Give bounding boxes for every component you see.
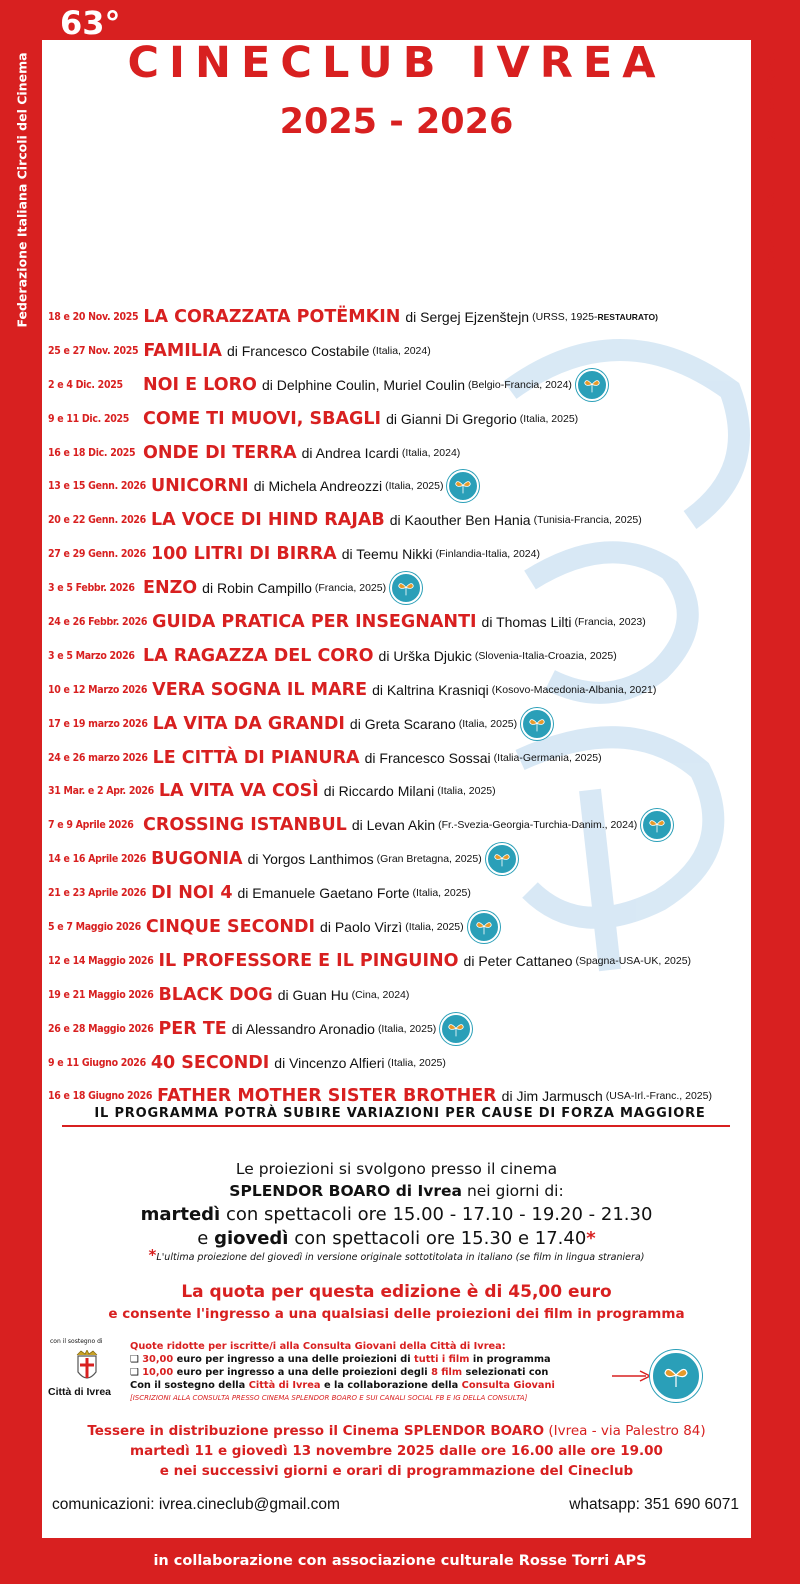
day-tuesday: martedì <box>140 1204 221 1225</box>
film-title: VERA SOGNA IL MARE <box>152 679 368 700</box>
film-row <box>48 842 748 876</box>
film-date: 2 e 4 Dic. 2025 <box>48 378 123 391</box>
film-row <box>48 571 748 605</box>
film-director: di Emanuele Gaetano Forte <box>237 885 410 902</box>
consulta-giovani-badge-icon <box>486 843 518 875</box>
reduced-item-2: ❑ 10,00 euro per ingresso a una delle proiezioni degli 8 film selezionati con <box>130 1367 549 1378</box>
film-title: PER TE <box>158 1018 227 1039</box>
reduced-small-note: [ISCRIZIONI ALLA CONSULTA PRESSO CINEMA SPLENDOR BOARO E SUI CANALI SOCIAL FB E IG DELLA CONSULTA] <box>130 1394 528 1402</box>
film-row <box>48 368 748 402</box>
film-title: LE CITTÀ DI PIANURA <box>152 747 360 768</box>
tessere-line-3: e nei successivi giorni e orari di programmazione del Cineclub <box>159 1463 634 1479</box>
film-meta: (Italia, 2025) <box>385 480 444 493</box>
consulta-giovani-badge-icon <box>521 708 553 740</box>
film-meta: (USA-Irl.-Franc., 2025) <box>605 1090 712 1103</box>
film-meta: (Kosovo-Macedonia-Albania, 2021) <box>491 683 657 696</box>
film-title: FATHER MOTHER SISTER BROTHER <box>157 1086 497 1107</box>
film-director: di Michela Andreozzi <box>253 478 383 495</box>
film-date: 16 e 18 Dic. 2025 <box>48 446 136 459</box>
film-meta: (Tunisia-Francia, 2025) <box>533 514 642 527</box>
film-meta: (Italia, 2024) <box>401 446 461 459</box>
info-line-4: e giovedì con spettacoli ore 15.30 e 17.40* <box>197 1228 596 1249</box>
film-meta: (Slovenia-Italia-Croazia, 2025) <box>474 649 617 662</box>
film-title: NOI E LORO <box>143 374 257 395</box>
film-date: 27 e 29 Genn. 2026 <box>48 548 146 561</box>
film-row <box>48 978 748 1012</box>
film-date: 3 e 5 Febbr. 2026 <box>48 582 135 595</box>
film-meta: (Italia, 2024) <box>372 344 431 357</box>
film-date: 9 e 11 Giugno 2026 <box>48 1056 146 1069</box>
film-meta: (Belgio-Francia, 2024) <box>468 378 572 391</box>
info-line-3: martedì con spettacoli ore 15.00 - 17.10 - 19.20 - 21.30 <box>140 1204 653 1225</box>
screening-info <box>42 1158 751 1250</box>
film-row <box>48 1046 748 1080</box>
info-line-2: SPLENDOR BOARO di Ivrea nei giorni di: <box>229 1182 564 1200</box>
film-row <box>48 808 748 842</box>
film-director: di Thomas Lilti <box>481 613 572 630</box>
federation-label: Federazione Italiana Circoli del Cinema <box>14 52 30 328</box>
film-date: 24 e 26 Febbr. 2026 <box>48 615 148 628</box>
film-title: IL PROFESSORE E IL PINGUINO <box>158 950 459 971</box>
film-meta: (Italia, 2025) <box>377 1022 437 1035</box>
consulta-giovani-badge-icon <box>576 369 608 401</box>
film-title: 40 SECONDI <box>150 1052 270 1073</box>
original-language-note: *L'ultima proiezione del giovedì in versione originale sottotitolata in italiano (se film in lingua straniera) <box>148 1246 645 1264</box>
film-date: 10 e 12 Marzo 2026 <box>48 683 148 696</box>
reduced-support: Con il sostegno della Città di Ivrea e la collaborazione della Consulta Giovani <box>130 1380 555 1391</box>
film-director: di Kaouther Ben Hania <box>389 512 531 529</box>
film-date: 14 e 16 Aprile 2026 <box>48 853 147 866</box>
film-director: di Peter Cattaneo <box>463 952 573 969</box>
program-notice: IL PROGRAMMA POTRÀ SUBIRE VARIAZIONI PER CAUSE DI FORZA MAGGIORE <box>94 1106 706 1121</box>
city-name: Città di Ivrea <box>48 1386 112 1398</box>
film-title: ENZO <box>143 578 198 599</box>
film-row <box>48 503 748 537</box>
film-date: 26 e 28 Maggio 2026 <box>48 1022 154 1035</box>
info-line-1: Le proiezioni si svolgono presso il cinema <box>235 1160 558 1178</box>
film-date: 20 e 22 Genn. 2026 <box>48 514 146 527</box>
film-title: BUGONIA <box>151 849 243 870</box>
film-date: 18 e 20 Nov. 2025 <box>48 310 139 323</box>
film-date: 7 e 9 Aprile 2026 <box>48 819 134 832</box>
film-row <box>48 469 748 503</box>
film-meta: (Gran Bretagna, 2025) <box>376 853 482 866</box>
season-years: 2025 - 2026 <box>279 102 514 142</box>
film-row <box>48 741 748 775</box>
quota-line-1: La quota per questa edizione è di 45,00 euro <box>181 1282 612 1302</box>
film-director: di Levan Akin <box>351 817 436 834</box>
film-date: 5 e 7 Maggio 2026 <box>48 920 141 933</box>
film-meta: (Italia, 2025) <box>412 887 471 900</box>
film-director: di Yorgos Lanthimos <box>247 851 374 868</box>
film-director: di Greta Scarano <box>349 715 456 732</box>
film-row <box>48 707 748 741</box>
film-date: 9 e 11 Dic. 2025 <box>48 412 130 425</box>
film-title: FAMILIA <box>143 340 222 361</box>
film-row <box>48 910 748 944</box>
film-date: 25 e 27 Nov. 2025 <box>48 344 139 357</box>
film-meta: (Finlandia-Italia, 2024) <box>435 548 540 561</box>
film-meta: (Fr.-Svezia-Georgia-Turchia-Danim., 2024) <box>438 819 638 832</box>
venue-name: SPLENDOR BOARO di Ivrea <box>229 1182 463 1200</box>
film-row <box>48 402 748 436</box>
film-director: di Kaltrina Krasniqi <box>372 681 489 698</box>
edition-badge: 63° <box>60 4 121 42</box>
film-title: LA VITA VA COSÌ <box>158 781 319 802</box>
film-row <box>48 876 748 910</box>
film-title: ONDE DI TERRA <box>143 442 297 463</box>
quota-line-2: e consente l'ingresso a una qualsiasi delle proiezioni dei film in programma <box>108 1306 685 1322</box>
film-meta: (Italia, 2025) <box>387 1056 446 1069</box>
asterisk-mark: * <box>586 1228 596 1249</box>
film-meta: (Italia, 2025) <box>519 412 579 425</box>
film-meta: (Italia, 2025) <box>458 717 518 730</box>
film-date: 24 e 26 marzo 2026 <box>48 751 148 764</box>
season-side-label: 2025 - 2026 <box>763 190 779 274</box>
film-director: di Vincenzo Alfieri <box>274 1054 385 1071</box>
film-row <box>48 300 748 334</box>
film-title: DI NOI 4 <box>151 883 233 904</box>
film-meta: (Spagna-USA-UK, 2025) <box>575 954 692 967</box>
film-date: 12 e 14 Maggio 2026 <box>48 954 154 967</box>
film-director: di Delphine Coulin, Muriel Coulin <box>261 376 466 393</box>
film-meta: (Italia, 2025) <box>437 785 496 798</box>
film-meta: (Francia, 2023) <box>574 615 646 628</box>
film-title: COME TI MUOVI, SBAGLI <box>143 408 382 429</box>
reduced-fees <box>130 1340 650 1405</box>
reduced-item-1: ❑ 30,00 euro per ingresso a una delle proiezioni di tutti i film in programma <box>130 1354 551 1365</box>
city-support-label: con il sostegno di <box>50 1338 103 1345</box>
film-row <box>48 774 748 808</box>
arrow-right-icon <box>612 1370 652 1382</box>
film-director: di Francesco Costabile <box>226 342 370 359</box>
consulta-giovani-badge-icon <box>641 809 673 841</box>
contact-whatsapp[interactable]: whatsapp: 351 690 6071 <box>569 1496 739 1513</box>
consulta-giovani-badge-icon <box>447 470 479 502</box>
consulta-giovani-logo-icon <box>650 1350 702 1402</box>
film-title: UNICORNI <box>150 476 249 497</box>
film-title: LA VITA DA GRANDI <box>152 713 345 734</box>
page-title: CINECLUB IVREA <box>127 38 666 88</box>
film-director: di Francesco Sossai <box>364 749 491 766</box>
film-date: 31 Mar. e 2 Apr. 2026 <box>48 785 154 798</box>
tessere-line-2: martedì 11 e giovedì 13 novembre 2025 dalle ore 16.00 alle ore 19.00 <box>130 1443 663 1459</box>
film-row <box>48 944 748 978</box>
film-meta: (Francia, 2025) <box>314 582 387 595</box>
reduced-heading: Quote ridotte per iscritte/i alla Consulta Giovani della Città di Ivrea: <box>130 1341 506 1352</box>
tessere-line-1: Tessere in distribuzione presso il Cinema SPLENDOR BOARO (Ivrea - via Palestro 84) <box>87 1423 706 1439</box>
film-title: LA RAGAZZA DEL CORO <box>143 645 374 666</box>
film-row <box>48 537 748 571</box>
film-title: BLACK DOG <box>158 984 273 1005</box>
film-row <box>48 1012 748 1046</box>
film-title: CROSSING ISTANBUL <box>143 815 347 836</box>
film-title: LA CORAZZATA POTËMKIN <box>143 306 401 327</box>
film-meta: (Cina, 2024) <box>351 988 410 1001</box>
film-director: di Sergej Ejzenštejn <box>405 308 530 325</box>
contacts <box>42 1496 751 1520</box>
footer-collaboration: in collaborazione con associazione culturale Rosse Torri APS <box>153 1553 647 1569</box>
film-meta: (URSS, 1925- <box>532 310 598 323</box>
film-row <box>48 334 748 368</box>
film-director: di Riccardo Milani <box>323 783 435 800</box>
film-date: 16 e 18 Giugno 2026 <box>48 1090 153 1103</box>
film-director: di Gianni Di Gregorio <box>386 410 517 427</box>
film-meta: (Italia-Germania, 2025) <box>493 751 602 764</box>
film-meta-extra: RESTAURATO) <box>597 311 658 322</box>
film-row <box>48 673 748 707</box>
film-title: CINQUE SECONDI <box>145 916 316 937</box>
day-thursday: giovedì <box>214 1228 289 1249</box>
contact-email[interactable]: comunicazioni: ivrea.cineclub@gmail.com <box>52 1496 340 1513</box>
film-date: 13 e 15 Genn. 2026 <box>48 480 146 493</box>
film-director: di Andrea Icardi <box>301 444 399 461</box>
notice-underline <box>62 1125 730 1127</box>
film-row <box>48 436 748 470</box>
film-date: 3 e 5 Marzo 2026 <box>48 649 135 662</box>
film-date: 17 e 19 marzo 2026 <box>48 717 148 730</box>
consulta-giovani-badge-icon <box>390 572 422 604</box>
film-director: di Teemu Nikki <box>341 546 433 563</box>
film-row <box>48 639 748 673</box>
film-meta: (Italia, 2025) <box>405 920 464 933</box>
consulta-giovani-badge-icon <box>440 1013 472 1045</box>
film-director: di Paolo Virzì <box>320 918 403 935</box>
edition-label: LXIII edizione <box>763 52 779 148</box>
film-director: di Urška Djukic <box>378 647 472 664</box>
film-title: LA VOCE DI HIND RAJAB <box>150 510 385 531</box>
film-title: GUIDA PRATICA PER INSEGNANTI <box>152 611 477 632</box>
film-row <box>48 605 748 639</box>
film-title: 100 LITRI DI BIRRA <box>150 544 337 565</box>
city-crest-icon <box>72 1350 102 1386</box>
film-director: di Alessandro Aronadio <box>231 1020 375 1037</box>
film-director: di Jim Jarmusch <box>501 1088 603 1105</box>
membership-cards-info <box>42 1421 751 1481</box>
film-date: 19 e 21 Maggio 2026 <box>48 988 154 1001</box>
film-director: di Guan Hu <box>277 986 349 1003</box>
consulta-giovani-badge-icon <box>468 911 500 943</box>
film-director: di Robin Campillo <box>202 580 312 597</box>
film-date: 21 e 23 Aprile 2026 <box>48 887 147 900</box>
film-list <box>48 300 748 1113</box>
